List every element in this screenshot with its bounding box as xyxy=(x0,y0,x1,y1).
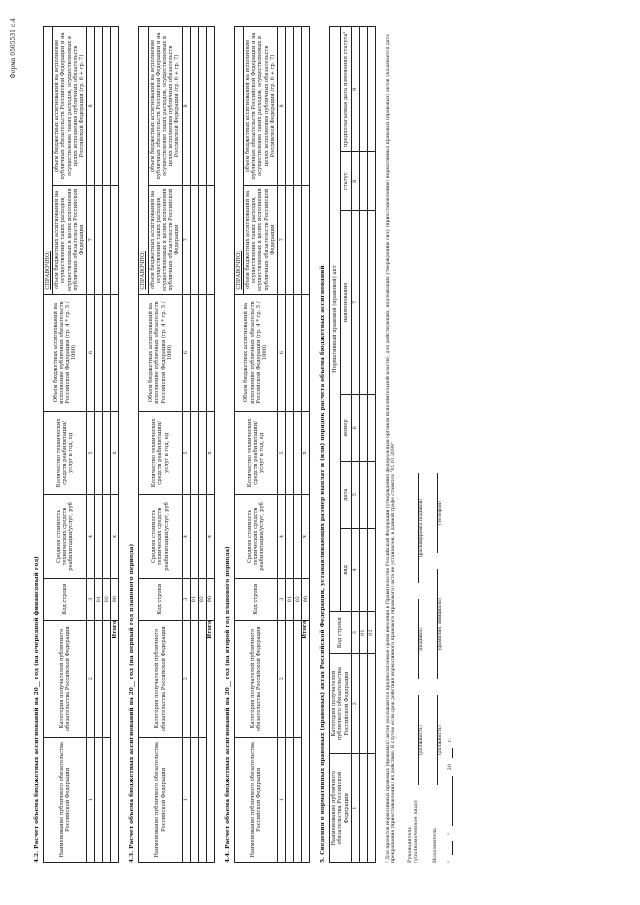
table-row xyxy=(95,27,103,863)
hdr-status-date: предполагаемая дата изменения статуса¹ xyxy=(340,27,351,152)
col-num: 7 xyxy=(87,185,95,294)
section-4-2-title: 4.2. Расчет объема бюджетных ассигнований на 20__ год (на очередной финансовый год) xyxy=(34,556,40,863)
table-4-2 xyxy=(43,26,119,863)
row-code: 01 xyxy=(359,612,367,654)
col-num: 3 xyxy=(351,612,359,654)
row-code: 02 xyxy=(367,612,375,654)
col-num: 1 xyxy=(182,737,190,862)
table-5 xyxy=(329,26,376,863)
col-num: 1 xyxy=(278,737,286,862)
exec-label: Исполнитель xyxy=(431,828,438,863)
date-g: г. xyxy=(446,737,453,742)
form-code: Форма 0505531 с.4 xyxy=(10,18,17,79)
hdr-quantity: Количество технических средств реабилитации/услуг в год, ед xyxy=(43,411,86,495)
row-code: 01 xyxy=(95,578,103,620)
row-code: 90 xyxy=(206,578,214,620)
col-num: 2 xyxy=(278,620,286,737)
hdr-category: Категория получателей публичного обязательства Российской Федерации xyxy=(330,654,352,754)
row-code: 02 xyxy=(198,578,206,620)
hdr-volume: Объем бюджетных ассигнований на исполнение публичных обязательств Российской Федерации (гр. 4 * гр. 5 / 1000) xyxy=(139,294,182,411)
exec-phone-line xyxy=(428,473,443,553)
col-num: 5 xyxy=(278,411,286,495)
head-sign-line xyxy=(409,599,424,679)
itogo-row xyxy=(302,27,310,863)
hdr-quantity: Количество технических средств реабилитации/услуг в год, ед xyxy=(234,411,277,495)
hdr-total-volume: объем бюджетных ассигнований на исполнение публичных обязательств Российской Федерации и на осуществление таких расходов, осуществляемых в целях исполнения публичных обязательств Российской Федерации (гр. 6 + гр. 7) xyxy=(243,27,277,186)
section-4-3 xyxy=(129,26,214,863)
section-4-4-title: 4.4. Расчет объема бюджетных ассигнований на 20__ год (на второй год планового периода) xyxy=(224,546,231,863)
col-num: 7 xyxy=(182,185,190,294)
hdr-avg-cost: Средняя стоимость технических средств реабилитации/услуг, руб xyxy=(139,495,182,579)
col-num: 7 xyxy=(351,210,359,394)
table-4-3 xyxy=(138,26,214,863)
date-year-line xyxy=(447,748,453,758)
table-row xyxy=(190,27,198,863)
row-code: 90 xyxy=(111,578,119,620)
x-mark: x xyxy=(302,411,310,495)
table-row xyxy=(294,27,302,863)
col-num: 5 xyxy=(351,461,359,528)
hdr-category: Категория получателей публичного обязательства Российской Федерации xyxy=(139,620,182,737)
row-code: 02 xyxy=(294,578,302,620)
hdr-naim: наименование xyxy=(340,210,351,394)
hdr-npa: Нормативный правовой (правовой) акт xyxy=(330,27,341,612)
itogo-row xyxy=(111,27,119,863)
caption: (должность) xyxy=(418,725,424,755)
head-sign-row xyxy=(406,343,424,863)
hdr-status: статус xyxy=(340,152,351,211)
itogo-label: Итого xyxy=(206,620,214,862)
hdr-avg-cost: Средняя стоимость технических средств реабилитации/услуг, руб xyxy=(234,495,277,579)
col-num: 7 xyxy=(278,185,286,294)
x-mark: x xyxy=(206,495,214,579)
col-num: 8 xyxy=(351,152,359,211)
col-num: 2 xyxy=(87,620,95,737)
hdr-name: Наименование публичного обязательства Российской Федерации xyxy=(234,737,277,862)
hdr-category: Категория получателей публичного обязательства Российской Федерации xyxy=(234,620,277,737)
itogo-row xyxy=(206,27,214,863)
row-code: 02 xyxy=(103,578,111,620)
hdr-number: номер xyxy=(340,394,351,461)
x-mark: x xyxy=(111,411,119,495)
head-decode-line xyxy=(409,473,424,583)
hdr-name: Наименование публичного обязательства Российской Федерации xyxy=(139,737,182,862)
hdr-volume: Объем бюджетных ассигнований на исполнение публичных обязательств Российской Федерации (гр. 4 * гр. 5 / 1000) xyxy=(234,294,277,411)
row-code: 01 xyxy=(190,578,198,620)
hdr-name: Наименование публичного обязательства Российской Федерации xyxy=(43,737,86,862)
date-quote: " xyxy=(446,832,453,835)
hdr-related-expenses: объем бюджетных ассигнований на осуществление таких расходов, осуществляемых в целях исполнения публичных обязательств Российской Федерации xyxy=(243,185,277,294)
col-num: 6 xyxy=(87,294,95,411)
table-row xyxy=(359,27,367,863)
section-4-2 xyxy=(34,26,119,863)
date-row xyxy=(447,343,453,863)
signature-block xyxy=(407,343,453,863)
exec-position-line xyxy=(428,695,443,785)
hdr-code: Код строки xyxy=(139,578,182,620)
row-code: 90 xyxy=(302,578,310,620)
section-4-4 xyxy=(225,26,310,863)
col-num: 6 xyxy=(278,294,286,411)
section-5 xyxy=(320,26,376,863)
col-num: 6 xyxy=(351,394,359,461)
table-row xyxy=(103,27,111,863)
hdr-code: Код строки xyxy=(43,578,86,620)
table-row xyxy=(198,27,206,863)
col-num: 2 xyxy=(182,620,190,737)
col-num: 8 xyxy=(87,27,95,186)
col-num: 1 xyxy=(87,737,95,862)
col-num: 4 xyxy=(87,495,95,579)
hdr-volume: Объем бюджетных ассигнований на исполнение публичных обязательств Российской Федерации (гр. 4 * гр. 5 / 1000) xyxy=(43,294,86,411)
col-num: 3 xyxy=(278,578,286,620)
col-num: 5 xyxy=(182,411,190,495)
date-month-line xyxy=(447,776,453,826)
hdr-category: Категория получателей публичного обязательства Российской Федерации xyxy=(43,620,86,737)
col-num: 3 xyxy=(87,578,95,620)
hdr-related-expenses: объем бюджетных ассигнований на осуществление таких расходов, осуществляемых в целях исполнения публичных обязательств Российской Федерации xyxy=(148,185,182,294)
hdr-spravochno: СПРАВОЧНО: xyxy=(234,27,243,295)
caption: (расшифровка подписи) xyxy=(418,498,424,558)
col-num: 4 xyxy=(351,528,359,612)
exec-sign-row xyxy=(428,343,443,863)
hdr-vid: вид xyxy=(340,528,351,612)
col-num: 8 xyxy=(278,27,286,186)
col-num: 1 xyxy=(351,754,359,863)
footnote: ¹ Для проектов нормативных правовых (правовых) актов указываются предполагаемые сроки внесения в Правительство Российской Федерации (утверждения федеральным органом исполнительной власти), для действующих, подлежащих утверждению силу (приостановлению) нормативных правовых (правовых) актов указывается дата прекращения (приостановления) их действия. В случае если срок действия нормативного правового (правового) акта не установлен, в данной графе ставится "01.01.2099" xyxy=(385,34,397,863)
table-row xyxy=(286,27,294,863)
hdr-date: дата xyxy=(340,461,351,528)
col-num: 3 xyxy=(182,578,190,620)
hdr-total-volume: объем бюджетных ассигнований на исполнение публичных обязательств Российской Федерации и на осуществление таких расходов, осуществляемых в целях исполнения публичных обязательств Российской Федерации (гр. 6 + гр. 7) xyxy=(53,27,87,186)
exec-fio-line xyxy=(428,569,443,679)
hdr-code: Код строки xyxy=(330,612,352,654)
head-position-line xyxy=(409,695,424,785)
hdr-name: Наименование публичного обязательства Российской Федерации xyxy=(330,754,352,863)
hdr-spravochno: СПРАВОЧНО: xyxy=(139,27,148,295)
hdr-quantity: Количество технических средств реабилитации/услуг в год, ед xyxy=(139,411,182,495)
hdr-spravochno: СПРАВОЧНО: xyxy=(43,27,52,295)
caption: (телефон) xyxy=(437,501,443,525)
x-mark: x xyxy=(111,495,119,579)
head-label: Руководитель (уполномоченное лицо) xyxy=(406,800,419,863)
col-num: 4 xyxy=(278,495,286,579)
caption: (должность) xyxy=(437,725,443,755)
col-num: 2 xyxy=(351,654,359,754)
hdr-code: Код строки xyxy=(234,578,277,620)
section-4-3-title: 4.3. Расчет объема бюджетных ассигнований на 20__ год (на первый год планового периода) xyxy=(129,543,136,863)
table-4-4 xyxy=(234,26,310,863)
caption: (подпись) xyxy=(418,627,424,651)
table-row xyxy=(367,27,375,863)
hdr-total-volume: объем бюджетных ассигнований на исполнение публичных обязательств Российской Федерации и на осуществление таких расходов, осуществляемых в целях исполнения публичных обязательств Российской Федерации (гр. 6 + гр. 7) xyxy=(148,27,182,186)
col-num: 8 xyxy=(182,27,190,186)
itogo-label: Итого xyxy=(111,620,119,862)
itogo-label: Итого xyxy=(302,620,310,862)
row-code: 01 xyxy=(286,578,294,620)
col-num: 5 xyxy=(87,411,95,495)
col-num: 6 xyxy=(182,294,190,411)
caption: (фамилия, инициалы) xyxy=(437,597,443,651)
hdr-related-expenses: объем бюджетных ассигнований на осуществление таких расходов, осуществляемых в целях исполнения публичных обязательств Российской Федерации xyxy=(53,185,87,294)
x-mark: x xyxy=(206,411,214,495)
section-5-title: 5. Сведения о нормативных правовых (правовых) актах Российской Федерации, устанавливающих размер выплат и (или) порядок расчета объема бюджетных ассигнований xyxy=(320,265,327,863)
col-num: 4 xyxy=(182,495,190,579)
hdr-avg-cost: Средняя стоимость технических средств реабилитации/услуг, руб xyxy=(43,495,86,579)
date-quote: " xyxy=(446,860,453,863)
col-num: 9 xyxy=(351,27,359,152)
date-day-line xyxy=(447,841,453,855)
x-mark: x xyxy=(302,495,310,579)
date-year: 20 xyxy=(446,764,453,771)
